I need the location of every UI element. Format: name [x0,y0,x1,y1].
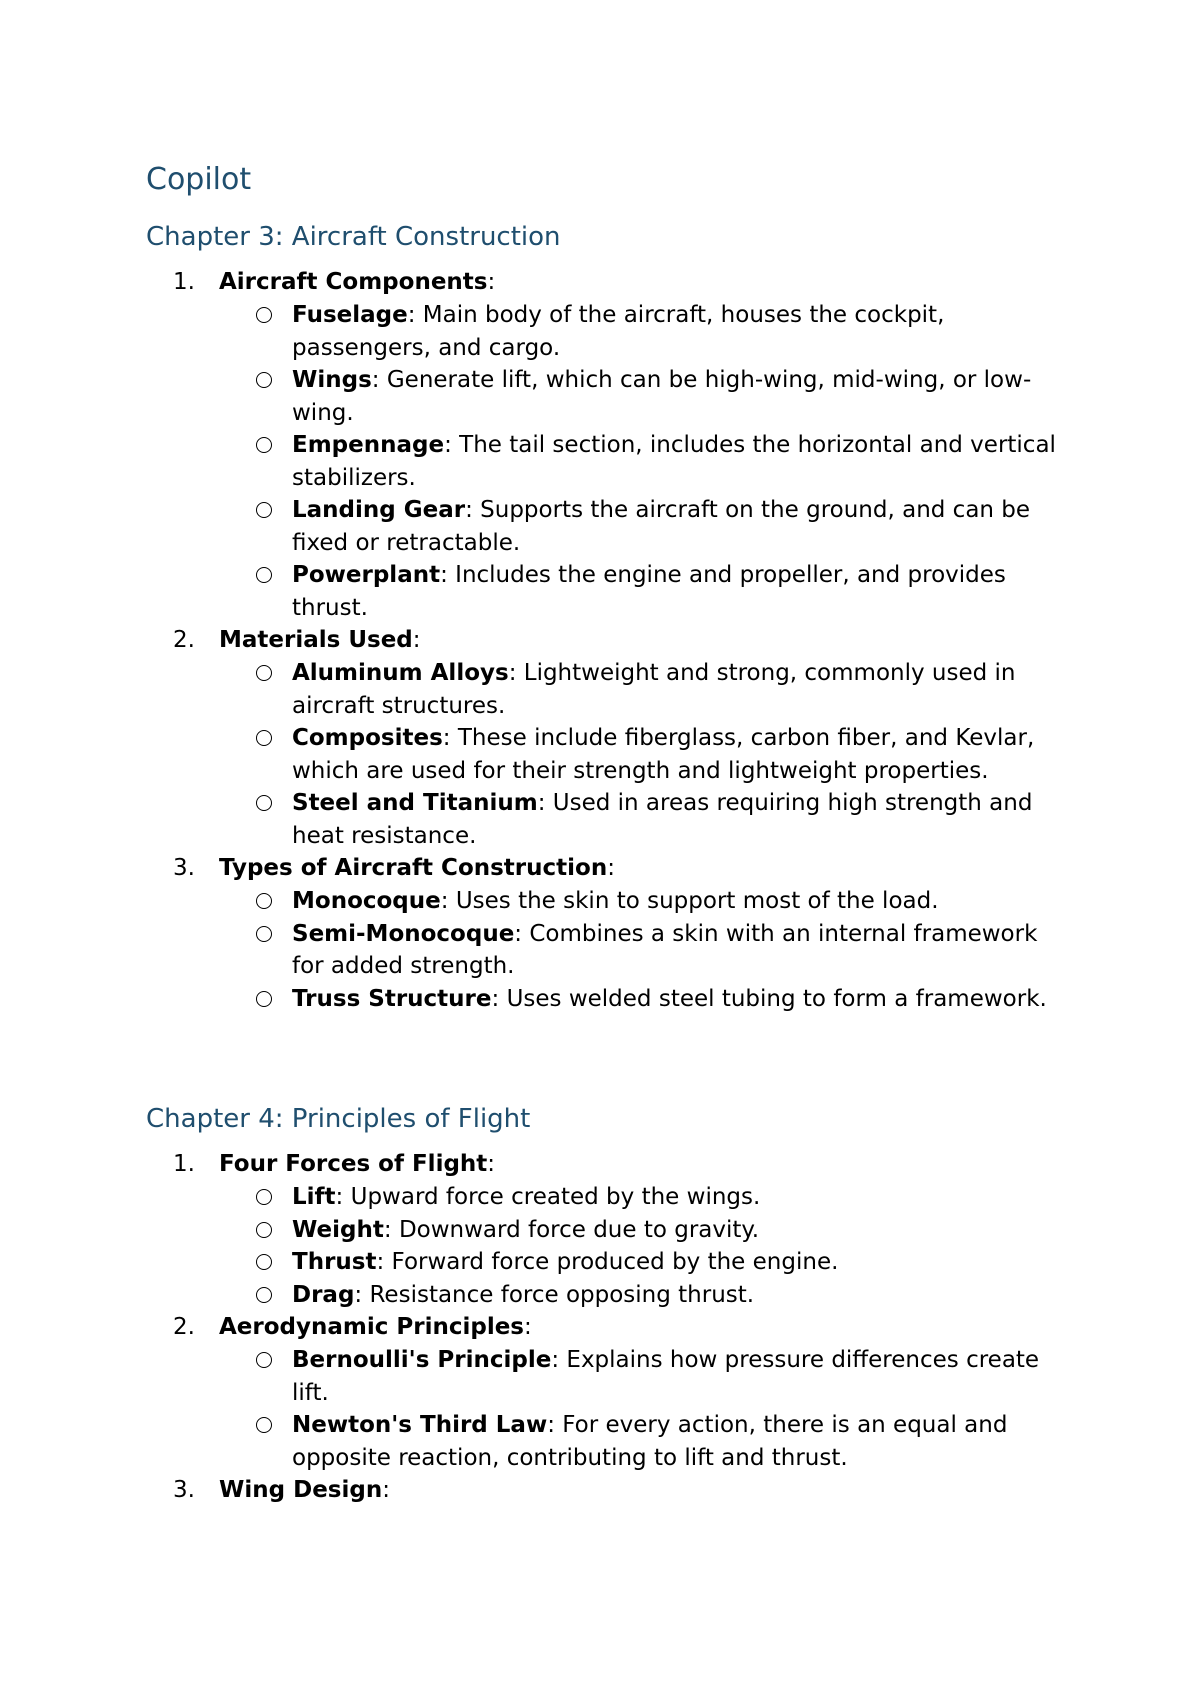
item-description: Generate lift, which can be high-wing, mid-wing, or low-wing. [292,367,1032,426]
circle-bullet-icon [256,502,272,518]
document-title: Copilot [146,162,252,197]
circle-bullet-icon [256,1352,272,1368]
item-description: Explains how pressure differences create lift. [292,1347,1040,1406]
item-description: Used in areas requiring high strength and heat resistance. [292,790,1033,849]
circle-bullet-icon [256,307,272,323]
item-term: Empennage [292,432,445,458]
item-heading: Materials Used: [219,627,421,653]
item-term: Composites [292,725,443,751]
item-description: Uses welded steel tubing to form a framework. [506,985,1047,1012]
item-title: Types of Aircraft Construction [219,855,608,881]
item-number: 2. [173,627,195,653]
item-number: 3. [173,1477,195,1503]
item-term: Fuselage [292,302,408,328]
item-heading: Types of Aircraft Construction: [219,855,615,881]
circle-bullet-icon [256,1254,272,1270]
circle-bullet-icon [256,665,272,681]
numbered-item [0,852,1200,885]
item-number: 2. [173,1314,195,1340]
numbered-item [0,1474,1200,1507]
chapter-section [0,266,1200,1015]
list-item: Bernoulli's Principle: Explains how pressure differences create lift. [0,1344,1062,1409]
item-description: Lightweight and strong, commonly used in aircraft structures. [292,660,1016,719]
item-term: Monocoque [292,888,441,914]
item-description: These include fiberglass, carbon fiber, and Kevlar, which are used for their strength and lightweight properties. [292,725,1035,784]
list-item: Aluminum Alloys: Lightweight and strong, commonly used in aircraft structures. [0,657,1062,722]
circle-bullet-icon [256,730,272,746]
item-number: 1. [173,1151,195,1177]
item-description: Forward force produced by the engine. [391,1249,839,1275]
list-item: Semi-Monocoque: Combines a skin with an internal framework for added strength. [0,918,1062,983]
item-term: Wings [292,367,372,393]
item-description: Resistance force opposing thrust. [369,1281,755,1308]
list-item: Weight: Downward force due to gravity. [0,1214,1062,1247]
circle-bullet-icon [256,795,272,811]
item-title: Materials Used [219,627,413,653]
item-term: Thrust [292,1249,377,1275]
item-term: Lift [292,1184,336,1210]
item-term: Aluminum Alloys [292,660,509,686]
item-heading: Aircraft Components: [219,269,496,295]
circle-bullet-icon [256,437,272,453]
item-description: Downward force due to gravity. [398,1216,760,1243]
list-item: Newton's Third Law: For every action, there is an equal and opposite reaction, contributing to lift and thrust. [0,1409,1062,1474]
item-title: Four Forces of Flight [219,1151,488,1177]
item-title: Aerodynamic Principles [219,1314,524,1340]
list-item: Drag: Resistance force opposing thrust. [0,1279,1062,1312]
numbered-item [0,624,1200,657]
item-number: 1. [173,269,195,295]
item-description: For every action, there is an equal and opposite reaction, contributing to lift and thrust. [292,1412,1008,1471]
item-title: Wing Design [219,1477,383,1503]
item-number: 3. [173,855,195,881]
list-item: Truss Structure: Uses welded steel tubing to form a framework. [0,983,1062,1016]
list-item: Empennage: The tail section, includes the horizontal and vertical stabilizers. [0,429,1062,494]
item-term: Powerplant [292,562,441,588]
list-item: Steel and Titanium: Used in areas requiring high strength and heat resistance. [0,787,1062,852]
item-term: Truss Structure [292,985,492,1012]
circle-bullet-icon [256,1189,272,1205]
numbered-item [0,1148,1200,1181]
item-description: Combines a skin with an internal framework for added strength. [292,920,1038,979]
list-item: Composites: These include fiberglass, carbon fiber, and Kevlar, which are used for their strength and lightweight properties. [0,722,1062,787]
circle-bullet-icon [256,1222,272,1238]
chapter-heading: Chapter 3: Aircraft Construction [146,222,561,252]
item-term: Landing Gear [292,497,466,523]
item-description: Main body of the aircraft, houses the cockpit, passengers, and cargo. [292,302,945,361]
item-heading: Wing Design: [219,1477,390,1503]
list-item: Monocoque: Uses the skin to support most of the load. [0,885,1062,918]
item-term: Semi-Monocoque [292,920,515,947]
circle-bullet-icon [256,1417,272,1433]
chapter-heading: Chapter 4: Principles of Flight [146,1104,531,1134]
list-item: Powerplant: Includes the engine and propeller, and provides thrust. [0,559,1062,624]
numbered-item [0,266,1200,299]
item-description: Uses the skin to support most of the load. [455,888,939,914]
list-item: Wings: Generate lift, which can be high-wing, mid-wing, or low-wing. [0,364,1062,429]
list-item: Thrust: Forward force produced by the engine. [0,1246,1062,1279]
item-term: Steel and Titanium [292,790,538,816]
item-term: Newton's Third Law [292,1412,548,1438]
item-term: Drag [292,1281,355,1308]
chapter-section [0,1148,1200,1507]
circle-bullet-icon [256,1287,272,1303]
list-item: Landing Gear: Supports the aircraft on the ground, and can be fixed or retractable. [0,494,1062,559]
item-heading: Aerodynamic Principles: [219,1314,532,1340]
list-item: Fuselage: Main body of the aircraft, houses the cockpit, passengers, and cargo. [0,299,1062,364]
item-term: Weight [292,1216,384,1243]
item-description: The tail section, includes the horizontal and vertical stabilizers. [292,432,1056,491]
circle-bullet-icon [256,893,272,909]
circle-bullet-icon [256,567,272,583]
item-description: Supports the aircraft on the ground, and can be fixed or retractable. [292,497,1031,556]
item-term: Bernoulli's Principle [292,1347,552,1373]
item-heading: Four Forces of Flight: [219,1151,496,1177]
item-title: Aircraft Components [219,269,488,295]
list-item: Lift: Upward force created by the wings. [0,1181,1062,1214]
circle-bullet-icon [256,991,272,1007]
item-description: Includes the engine and propeller, and provides thrust. [292,562,1006,621]
circle-bullet-icon [256,926,272,942]
item-description: Upward force created by the wings. [350,1184,761,1210]
circle-bullet-icon [256,372,272,388]
numbered-item [0,1311,1200,1344]
